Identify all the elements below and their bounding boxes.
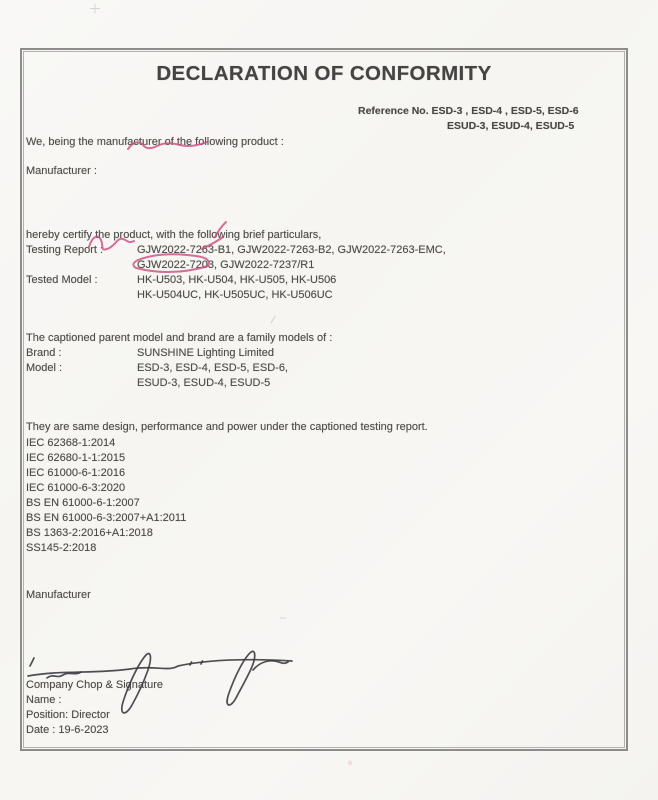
model-value-line1: ESD-3, ESD-4, ESD-5, ESD-6, xyxy=(137,362,288,374)
standard-item: SS145-2:2018 xyxy=(26,542,97,554)
reference-number-line2: ESUD-3, ESUD-4, ESUD-5 xyxy=(447,120,575,132)
document-border-inner-line xyxy=(23,51,625,748)
standard-item: IEC 62680-1-1:2015 xyxy=(26,452,126,464)
name-label: Name : xyxy=(26,694,62,706)
manufacturer-signoff-label: Manufacturer xyxy=(26,589,91,601)
model-value-line2: ESUD-3, ESUD-4, ESUD-5 xyxy=(137,377,271,389)
company-chop-signature-label: Company Chop & Signature xyxy=(26,679,163,691)
stray-pink-smudge xyxy=(348,761,353,766)
standard-item: BS 1363-2:2016+A1:2018 xyxy=(26,527,153,539)
testing-report-value-line1: GJW2022-7263-B1, GJW2022-7263-B2, GJW2022-7263-EMC, xyxy=(137,244,446,256)
standard-item: IEC 61000-6-1:2016 xyxy=(26,467,126,479)
family-models-line: The captioned parent model and brand are a family models of : xyxy=(26,332,333,344)
standard-item: IEC 62368-1:2014 xyxy=(26,437,116,449)
document-border-frame xyxy=(20,48,628,751)
tested-model-label: Tested Model : xyxy=(26,274,98,286)
manufacturer-label: Manufacturer : xyxy=(26,165,97,177)
date-label: Date : 19-6-2023 xyxy=(26,724,109,736)
tested-model-value-line2: HK-U504UC, HK-U505UC, HK-U506UC xyxy=(137,289,333,301)
testing-report-label: Testing Report : xyxy=(26,244,104,256)
standard-item: IEC 61000-6-3:2020 xyxy=(26,482,126,494)
brand-label: Brand : xyxy=(26,347,62,359)
certify-line: hereby certify the product, with the following brief particulars, xyxy=(26,229,322,241)
position-label: Position: Director xyxy=(26,709,110,721)
standard-item: BS EN 61000-6-3:2007+A1:2011 xyxy=(26,512,187,524)
standard-item: BS EN 61000-6-1:2007 xyxy=(26,497,140,509)
reference-number-line1: Reference No. ESD-3 , ESD-4 , ESD-5, ESD-6 xyxy=(358,105,579,117)
intro-line: We, being the manufacturer of the following product : xyxy=(26,136,284,148)
registration-mark xyxy=(91,4,100,13)
document-title: DECLARATION OF CONFORMITY xyxy=(156,62,492,85)
testing-report-value-line2: GJW2022-7203, GJW2022-7237/R1 xyxy=(137,259,315,271)
brand-value: SUNSHINE Lighting Limited xyxy=(137,347,274,359)
model-label: Model : xyxy=(26,362,63,374)
same-design-line: They are same design, performance and power under the captioned testing report. xyxy=(26,421,428,433)
tested-model-value-line1: HK-U503, HK-U504, HK-U505, HK-U506 xyxy=(137,274,337,286)
